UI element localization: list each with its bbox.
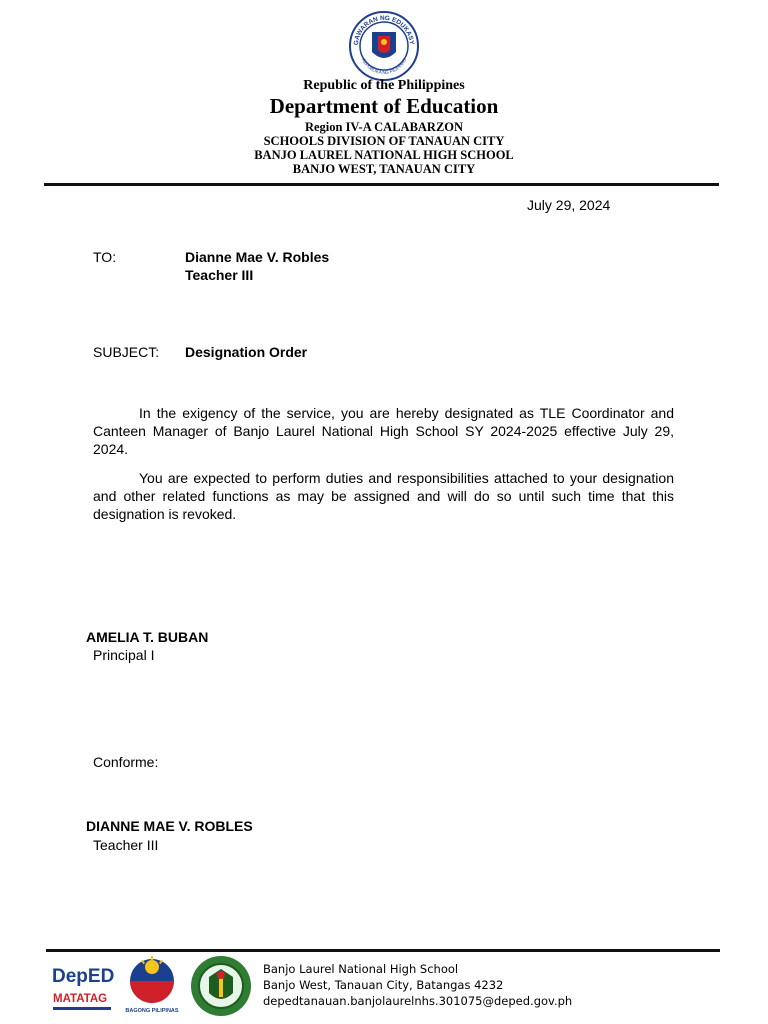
footer-divider <box>46 949 720 952</box>
deped-matatag-logo <box>50 958 114 1014</box>
seal-text-bottom: REPUBLIKA NG PILIPINAS <box>360 57 408 76</box>
deped-seal-logo <box>348 10 420 82</box>
region-heading: Region IV-A CALABARZON <box>304 120 464 134</box>
school-heading: BANJO LAUREL NATIONAL HIGH SCHOOL <box>254 148 514 162</box>
subject-label: SUBJECT: <box>93 344 160 360</box>
bagong-pilipinas-logo <box>121 955 183 1015</box>
department-heading: Department of Education <box>269 94 499 118</box>
school-logo <box>189 955 253 1017</box>
republic-heading: Republic of the Philippines <box>303 78 465 93</box>
header-divider <box>44 183 719 186</box>
footer-email[interactable]: depedtanauan.banjolaurelnhs.301075@deped.gov.ph <box>263 994 573 1008</box>
signatory-name: AMELIA T. BUBAN <box>86 629 209 645</box>
to-label: TO: <box>93 249 117 265</box>
conforme-position: Teacher III <box>93 837 159 853</box>
school-address-heading: BANJO WEST, TANAUAN CITY <box>292 162 476 176</box>
seal-text-top: GAWARAN NG EDUKASY <box>352 14 416 46</box>
division-heading: SCHOOLS DIVISION OF TANAUAN CITY <box>263 134 505 148</box>
bagong-pilipinas-text: BAGONG PILIPINAS <box>125 1008 179 1014</box>
memo-date: July 29, 2024 <box>527 197 611 213</box>
matatag-logo-text: MATATAG <box>53 993 108 1005</box>
subject-value: Designation Order <box>185 344 308 360</box>
conforme-name: DIANNE MAE V. ROBLES <box>86 818 253 834</box>
signatory-position: Principal I <box>93 647 155 663</box>
recipient-name: Dianne Mae V. Robles <box>185 249 330 265</box>
conforme-label: Conforme: <box>93 754 159 770</box>
body-paragraph-1: In the exigency of the service, you are hereby designated as TLE Coordinator and Canteen Manager of Banjo Laurel National High School SY 2024-2025 effective July 29, 2024. <box>93 405 674 457</box>
recipient-position: Teacher III <box>185 267 254 283</box>
body-paragraph-2: You are expected to perform duties and responsibilities attached to your designation and other related functions as may be assigned and will do so until such time that this designation is revoked. <box>93 470 674 522</box>
footer-school-name: Banjo Laurel National High School <box>263 962 459 976</box>
deped-logo-text: DepED <box>52 966 114 987</box>
footer-address: Banjo West, Tanauan City, Batangas 4232 <box>263 978 504 992</box>
